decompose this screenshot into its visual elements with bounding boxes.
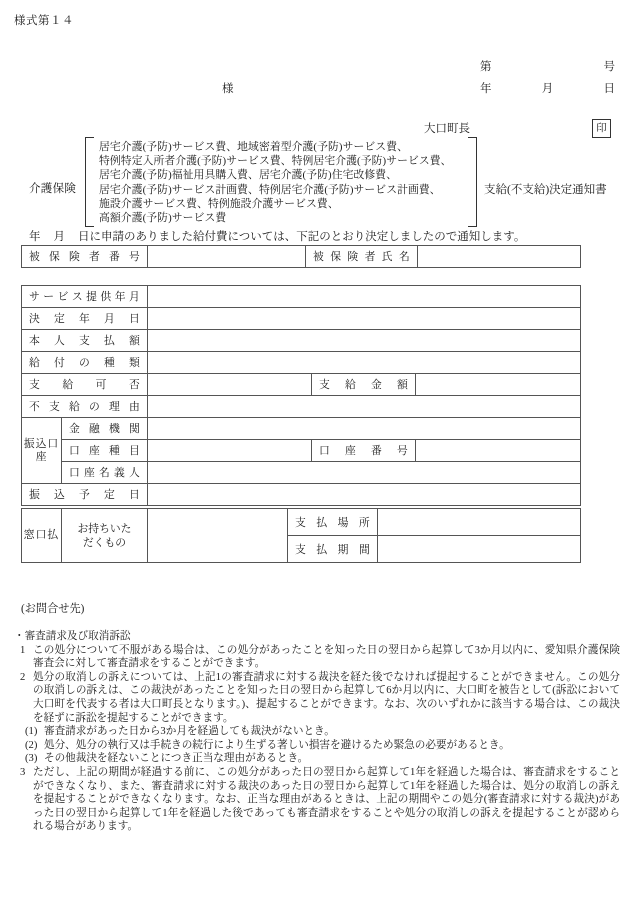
items-to-bring-label — [62, 509, 148, 563]
account-type-value[interactable] — [148, 440, 312, 462]
service-type-line: 居宅介護(予防)サービス費、地域密着型介護(予防)サービス費、 — [99, 141, 408, 153]
legal-item — [14, 644, 620, 671]
table-row — [22, 330, 581, 352]
preamble-body: 日に申請のありました給付費については、下記のとおり決定しましたので通知します。 — [78, 231, 526, 243]
insurance-label: 介護保険 — [29, 183, 77, 195]
service-type-line: 居宅介護(予防)福祉用具購入費、居宅介護(予防)住宅改修費、 — [99, 169, 398, 182]
document-number-row — [480, 58, 615, 74]
transfer-date-value[interactable] — [148, 484, 581, 506]
notice-title: 支給(不支給)決定通知書 — [484, 184, 607, 196]
table-row — [22, 352, 581, 374]
legal-item-number: 3 — [20, 766, 26, 778]
legal-heading: ・審査請求及び取消訴訟 — [14, 631, 131, 642]
financial-institution-label: 金融機関 — [62, 418, 148, 440]
table-row — [22, 484, 581, 506]
legal-item-text: ただし、上記の期間が経過する前に、この処分があった日の翌日から起算して1年を経過した場合は、審査請求をすることができなくなり、また、審査請求に対する裁決のあった日の翌日から起算して1年を経過した場合は、処分の取消しの訴えを提起することができなくなります。なお、正当な理由があるときは、上記の期間やこの処分(審査請求に対する裁決)があった日の翌日から起算して1年を経過した後であっても審査請求をすることや処分の取消しの訴えを提起することが認められる場合があります。 — [33, 766, 620, 833]
service-month-value[interactable] — [148, 286, 581, 308]
legal-item-text: この処分について不服がある場合は、この処分があったことを知った日の翌日から起算して3か月以内に、愛知県介護保険審査会に対して審査請求をすることができます。 — [33, 644, 620, 670]
service-type-list — [99, 140, 465, 225]
document-date-row — [480, 80, 615, 96]
benefit-type-value[interactable] — [148, 352, 581, 374]
counter-payment-table — [21, 508, 581, 563]
decision-detail-table — [21, 285, 581, 506]
table-row — [22, 418, 581, 440]
non-payment-reason-label: 不支給の理由 — [22, 396, 148, 418]
counter-payment-group-label: 窓口払 — [22, 509, 62, 563]
legal-item-number: 2 — [20, 671, 26, 683]
document-date-year: 年 — [480, 83, 492, 95]
service-month-label: サービス提供年月 — [22, 286, 148, 308]
service-type-line: 施設介護サービス費、特例施設介護サービス費、 — [99, 197, 339, 210]
transfer-account-group-label: 振込口座 — [22, 418, 62, 484]
payment-place-label: 支払場所 — [288, 509, 378, 536]
service-type-line: 特例特定入所者介護(予防)サービス費、特例居宅介護(予防)サービス費、 — [99, 155, 452, 168]
payment-place-value[interactable] — [378, 509, 581, 536]
payment-amount-value[interactable] — [416, 374, 581, 396]
legal-item-number: 1 — [20, 644, 26, 656]
insured-person-table — [21, 245, 581, 268]
legal-item — [14, 766, 620, 834]
financial-institution-value[interactable] — [148, 418, 581, 440]
table-row — [22, 440, 581, 462]
service-type-line: 高額介護(予防)サービス費 — [99, 212, 227, 225]
legal-item — [14, 671, 620, 725]
account-type-label: 口座種目 — [62, 440, 148, 462]
legal-sub-item — [14, 725, 620, 739]
table-row — [22, 509, 581, 536]
legal-sub-item-number: (1) — [25, 726, 38, 738]
payment-period-value[interactable] — [378, 536, 581, 563]
items-to-bring-label-line1: お持ちいた — [77, 522, 132, 535]
payment-approval-label: 支給可否 — [22, 374, 148, 396]
insured-number-value[interactable] — [148, 246, 306, 268]
non-payment-reason-value[interactable] — [148, 396, 581, 418]
table-row — [22, 396, 581, 418]
insured-name-label: 被保険者氏名 — [306, 246, 418, 268]
document-number-prefix: 第 — [480, 61, 492, 73]
legal-sub-item-text: 審査請求があった日から3か月を経過しても裁決がないとき。 — [44, 726, 335, 738]
document-number-suffix: 号 — [603, 61, 615, 73]
issuer-name: 大口町長 — [424, 123, 470, 135]
payment-amount-label: 支給金額 — [312, 374, 416, 396]
payment-period-label: 支払期間 — [288, 536, 378, 563]
account-number-value[interactable] — [416, 440, 581, 462]
bracket-right — [468, 137, 477, 227]
self-payment-label: 本人支払額 — [22, 330, 148, 352]
items-to-bring-label-line2: だくもの — [82, 536, 127, 549]
bracket-left — [85, 137, 94, 227]
form-number: 様式第１４ — [14, 15, 74, 27]
legal-sub-item-text: 処分、処分の執行又は手続きの続行により生ずる著しい損害を避けるため緊急の必要があるとき。 — [44, 739, 510, 751]
decision-date-label: 決定年月日 — [22, 308, 148, 330]
legal-notice — [14, 630, 620, 834]
service-type-bracket — [85, 137, 477, 225]
addressee-honorific: 様 — [222, 83, 234, 95]
document-date-month: 月 — [541, 83, 554, 95]
account-number-label: 口座番号 — [312, 440, 416, 462]
transfer-date-label: 振込予定日 — [22, 484, 148, 506]
seal-stamp-box: 印 — [592, 119, 611, 138]
decision-date-value[interactable] — [148, 308, 581, 330]
legal-sub-item-number: (3) — [25, 753, 38, 765]
payment-approval-value[interactable] — [148, 374, 312, 396]
preamble-year: 年 — [29, 231, 41, 243]
legal-sub-item — [14, 739, 620, 753]
self-payment-value[interactable] — [148, 330, 581, 352]
legal-sub-item-text: その他裁決を経ないことにつき正当な理由があるとき。 — [44, 753, 309, 765]
table-row — [22, 308, 581, 330]
insured-number-label: 被保険者番号 — [22, 246, 148, 268]
table-row — [22, 286, 581, 308]
insured-name-value[interactable] — [418, 246, 581, 268]
service-type-line: 居宅介護(予防)サービス計画費、特例居宅介護(予防)サービス計画費、 — [99, 183, 441, 196]
items-to-bring-value[interactable] — [148, 509, 288, 563]
account-holder-label: 口座名義人 — [62, 462, 148, 484]
account-holder-value[interactable] — [148, 462, 581, 484]
legal-sub-item-number: (2) — [25, 739, 38, 751]
contact-note: (お問合せ先) — [21, 603, 85, 615]
legal-item-text: 処分の取消しの訴えについては、上記1の審査請求に対する裁決を経た後でなければ提起することができません。この処分の取消しの訴えは、この裁決があったことを知った日の翌日から起算して6か月以内に、大口町を被告として(訴訟において大口町を代表する者は大口町長となります。)、提起することができます。なお、次のいずれかに該当する場合は、この裁決を経ずに訴訟を提起することができます。 — [33, 671, 620, 724]
benefit-type-label: 給付の種類 — [22, 352, 148, 374]
document-date-day: 日 — [603, 83, 615, 95]
table-row — [22, 246, 581, 268]
preamble-text — [29, 228, 525, 244]
legal-sub-item — [14, 752, 620, 766]
table-row — [22, 374, 581, 396]
preamble-month: 月 — [53, 231, 65, 243]
table-row — [22, 462, 581, 484]
